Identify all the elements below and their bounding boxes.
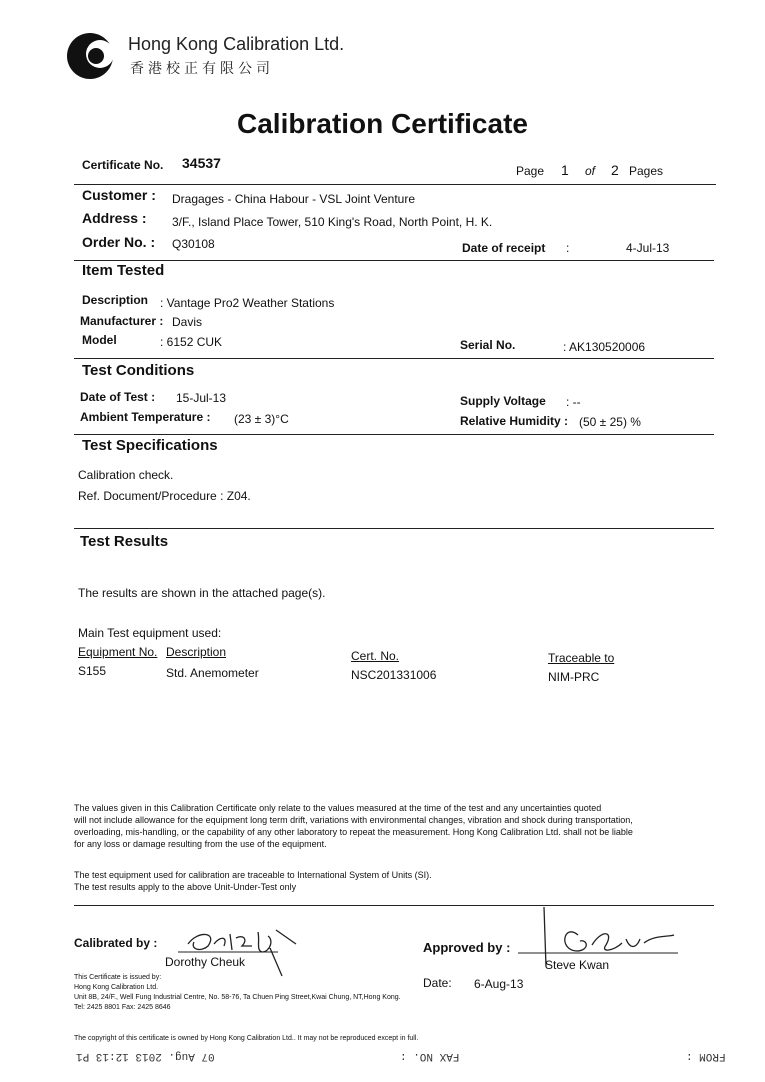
item-tested-heading: Item Tested	[82, 262, 165, 279]
temperature-label: Ambient Temperature :	[80, 410, 211, 424]
fax-from: FROM :	[686, 1050, 726, 1062]
customer-label: Customer :	[82, 187, 156, 203]
test-results-heading: Test Results	[80, 533, 169, 550]
divider	[74, 184, 716, 185]
table-cell: NSC201331006	[351, 668, 437, 682]
traceability-paragraph	[74, 869, 714, 893]
receipt-colon: :	[566, 241, 570, 255]
receipt-label: Date of receipt	[462, 241, 546, 255]
divider	[74, 358, 714, 359]
order-label: Order No. :	[82, 234, 156, 250]
results-text: The results are shown in the attached page(s).	[78, 586, 326, 600]
issuer-line: Tel: 2425 8801 Fax: 2425 8646	[74, 1004, 171, 1011]
divider	[74, 434, 714, 435]
page-total: 2	[611, 162, 619, 178]
procedure-line: Ref. Document/Procedure : Z04.	[78, 489, 251, 503]
table-cell: NIM-PRC	[548, 670, 600, 684]
date-value: 6-Aug-13	[474, 977, 524, 991]
description-label: Description	[82, 293, 149, 307]
cert-no-value: 34537	[182, 155, 221, 171]
table-cell: Std. Anemometer	[166, 666, 259, 680]
column-header: Traceable to	[548, 651, 615, 665]
humidity-value: (50 ± 25) %	[579, 415, 641, 429]
serial-label: Serial No.	[460, 338, 516, 352]
specification-line: Calibration check.	[78, 468, 174, 482]
divider	[74, 260, 714, 261]
test-date-value: 15-Jul-13	[176, 391, 227, 405]
column-header: Equipment No.	[78, 645, 158, 659]
disclaimer-paragraph	[74, 802, 714, 850]
receipt-value: 4-Jul-13	[626, 241, 670, 255]
issuer-line: Hong Kong Calibration Ltd.	[74, 984, 159, 991]
page-label: Page	[516, 164, 545, 178]
model-label: Model	[82, 333, 117, 347]
temperature-value: (23 ± 3)°C	[234, 412, 289, 426]
page-number: 1	[561, 162, 569, 178]
divider	[74, 528, 714, 529]
description-value: : Vantage Pro2 Weather Stations	[160, 296, 335, 310]
equipment-heading: Main Test equipment used:	[78, 626, 222, 640]
approver-name: Steve Kwan	[545, 958, 610, 972]
company-logo-icon	[66, 32, 114, 80]
manufacturer-value: Davis	[172, 315, 203, 329]
voltage-value: : --	[566, 395, 581, 409]
issuer-line: This Certificate is issued by:	[74, 974, 162, 981]
cert-no-label: Certificate No.	[82, 158, 164, 172]
company-name-en: Hong Kong Calibration Ltd.	[128, 34, 345, 54]
copyright-notice: The copyright of this certificate is owned by Hong Kong Calibration Ltd.. It may not be reproduced except in full.	[74, 1035, 419, 1042]
page-title: Calibration Certificate	[237, 108, 528, 139]
order-value: Q30108	[172, 237, 215, 251]
calibrator-signature-icon	[178, 922, 308, 980]
issuer-line: Unit 8B, 24/F., Well Fung Industrial Centre, No. 58-76, Ta Chuen Ping Street,Kwai Chung, NT,Hong Kong.	[74, 994, 401, 1001]
disclaimer-line: will not include allowance for the equipment long term drift, variations with environmental changes, vibration and shock during transportation,	[74, 815, 633, 825]
disclaimer-line: overloading, mis-handling, or the capability of any other laboratory to repeat the measurement. Hong Kong Calibration Ltd. shall not be liable	[74, 827, 633, 837]
test-conditions-heading: Test Conditions	[82, 362, 195, 379]
test-date-label: Date of Test :	[80, 390, 156, 404]
pages-label: Pages	[629, 164, 664, 178]
calibrated-by-label: Calibrated by :	[74, 936, 158, 950]
voltage-label: Supply Voltage	[460, 394, 546, 408]
approved-by-label: Approved by :	[423, 940, 511, 955]
address-label: Address :	[82, 210, 147, 226]
humidity-label: Relative Humidity :	[460, 414, 569, 428]
disclaimer-line: for any loss or damage resulting from the use of the equipment.	[74, 839, 327, 849]
of-label: of	[585, 164, 596, 178]
serial-value: : AK130520006	[563, 340, 646, 354]
column-header: Description	[166, 645, 227, 659]
traceability-line: The test equipment used for calibration are traceable to International System of Units (SI).	[74, 870, 432, 880]
manufacturer-label: Manufacturer :	[80, 314, 164, 328]
company-name-zh: 香港校正有限公司	[130, 60, 274, 76]
test-specifications-heading: Test Specifications	[82, 437, 218, 454]
date-label: Date:	[423, 976, 452, 990]
table-cell: S155	[78, 664, 107, 678]
fax-number: FAX NO. :	[400, 1050, 460, 1062]
disclaimer-line: The values given in this Calibration Certificate only relate to the values measured at the time of the test and any uncertainties quoted	[74, 803, 602, 813]
address-value: 3/F., Island Place Tower, 510 King's Road, North Point, H. K.	[172, 215, 493, 229]
fax-timestamp: 07 Aug. 2013 12:13 P1	[76, 1050, 215, 1062]
traceability-line: The test results apply to the above Unit-Under-Test only	[74, 882, 297, 892]
issuer-block	[74, 973, 494, 1013]
model-value: : 6152 CUK	[160, 335, 223, 349]
calibrator-name: Dorothy Cheuk	[165, 955, 246, 969]
customer-value: Dragages - China Habour - VSL Joint Venture	[172, 192, 416, 206]
column-header: Cert. No.	[351, 649, 400, 663]
